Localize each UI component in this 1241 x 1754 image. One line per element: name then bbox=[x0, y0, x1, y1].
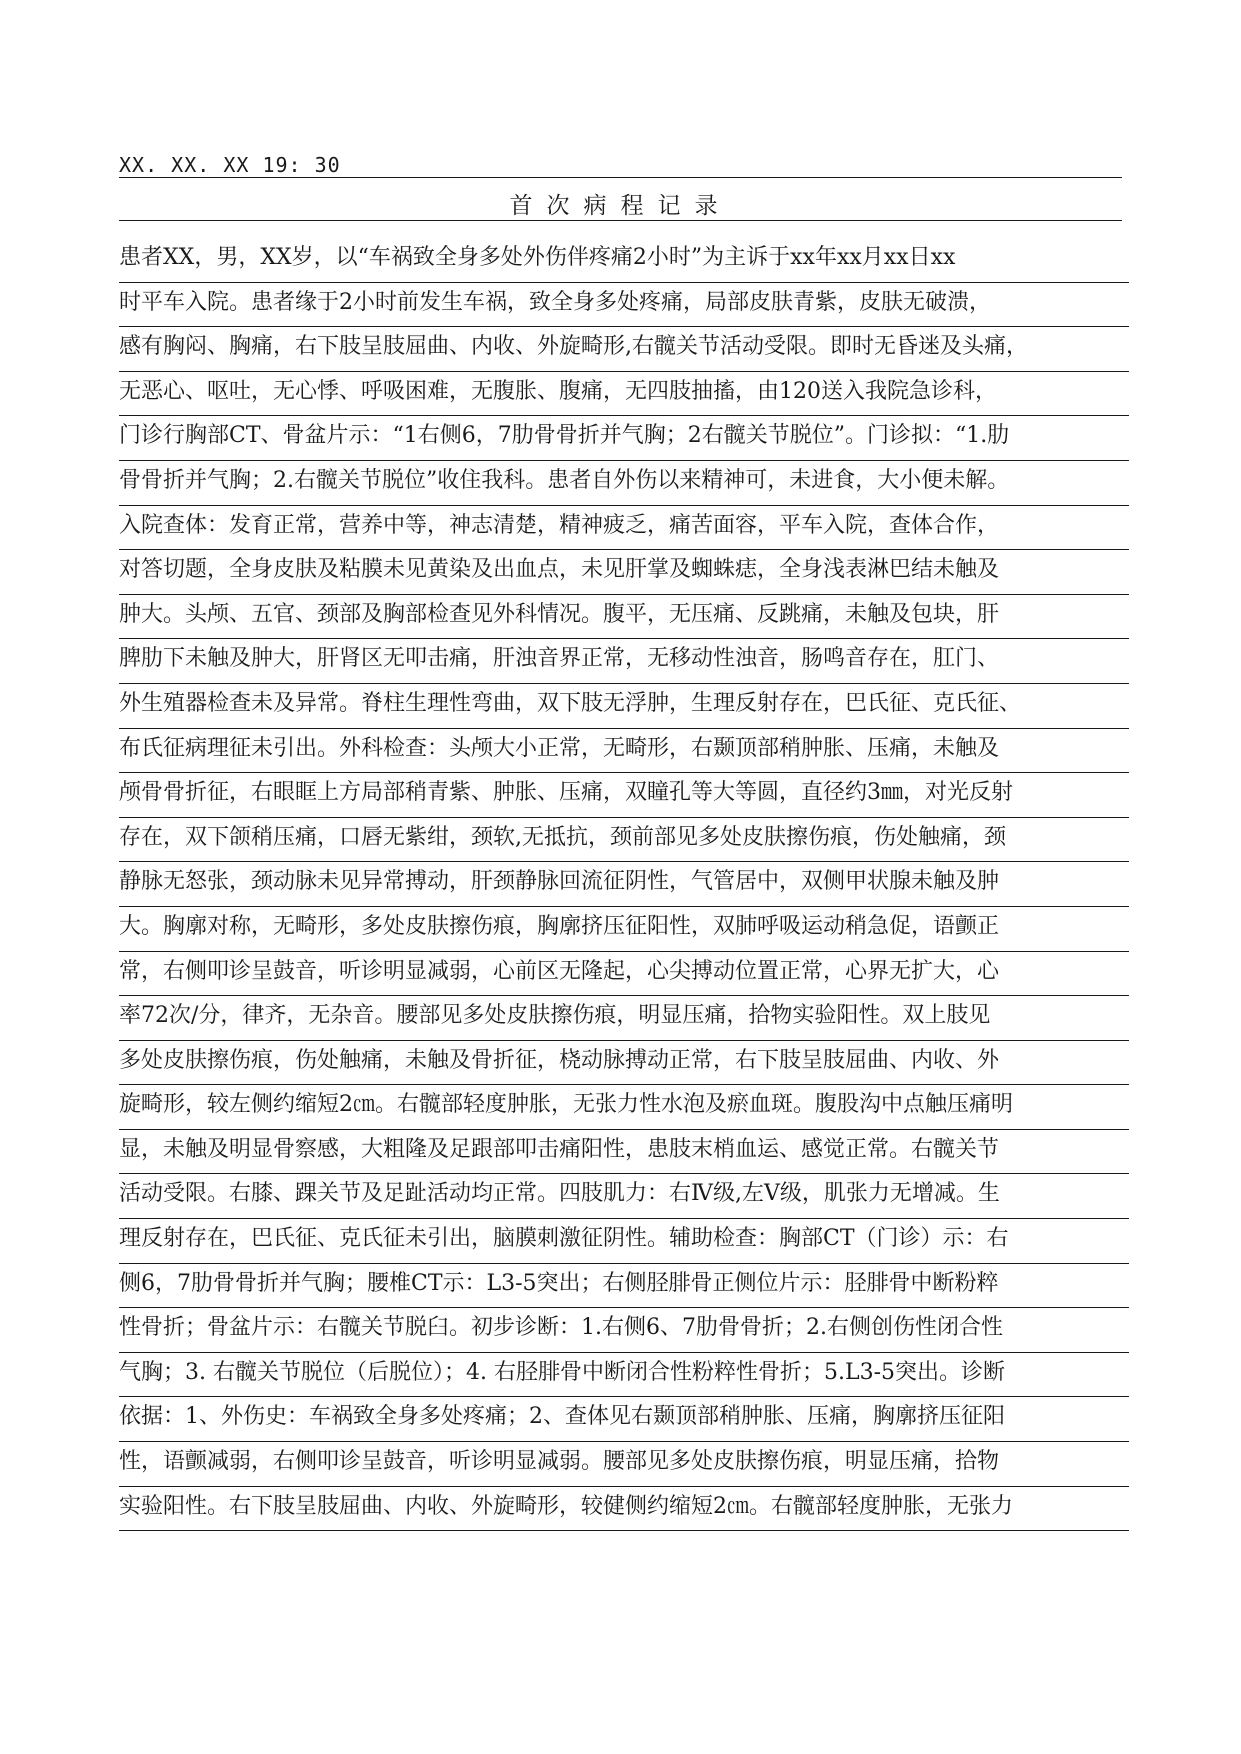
record-body bbox=[119, 238, 1129, 1531]
record-line: 活动受限。右膝、踝关节及足趾活动均正常。四肢肌力：右Ⅳ级,左Ⅴ级，肌张力无增减。生 bbox=[119, 1174, 1129, 1219]
record-line: 实验阳性。右下肢呈肢屈曲、内收、外旋畸形，较健侧约缩短2㎝。右髋部轻度肿胀，无张力 bbox=[119, 1487, 1129, 1532]
record-datetime: XX. XX. XX 19: 30 bbox=[119, 153, 341, 177]
record-line: 性骨折；骨盆片示：右髋关节脱臼。初步诊断：1.右侧6、7肋骨骨折；2.右侧创伤性闭合性 bbox=[119, 1308, 1129, 1353]
record-line: 患者XX，男，XX岁，以“车祸致全身多处外伤伴疼痛2小时”为主诉于xx年xx月xx日xx bbox=[119, 238, 1129, 283]
record-line: 侧6，7肋骨骨折并气胸；腰椎CT示：L3-5突出；右侧胫腓骨正侧位片示：胫腓骨中断粉粹 bbox=[119, 1264, 1129, 1309]
header-rule-top bbox=[119, 177, 1122, 178]
record-line: 肿大。头颅、五官、颈部及胸部检查见外科情况。腹平，无压痛、反跳痛，未触及包块，肝 bbox=[119, 595, 1129, 640]
record-line: 常，右侧叩诊呈鼓音，听诊明显减弱，心前区无隆起，心尖搏动位置正常，心界无扩大，心 bbox=[119, 952, 1129, 997]
record-line: 感有胸闷、胸痛，右下肢呈肢屈曲、内收、外旋畸形,右髋关节活动受限。即时无昏迷及头痛， bbox=[119, 327, 1129, 372]
record-line: 显，未触及明显骨察感，大粗隆及足跟部叩击痛阳性，患肢末梢血运、感觉正常。右髋关节 bbox=[119, 1130, 1129, 1175]
record-line: 性，语颤减弱，右侧叩诊呈鼓音，听诊明显减弱。腰部见多处皮肤擦伤痕，明显压痛，拾物 bbox=[119, 1442, 1129, 1487]
record-line: 依据：1、外伤史：车祸致全身多处疼痛；2、查体见右颞顶部稍肿胀、压痛，胸廓挤压征阳 bbox=[119, 1397, 1129, 1442]
record-line: 布氏征病理征未引出。外科检查：头颅大小正常，无畸形，右颞顶部稍肿胀、压痛，未触及 bbox=[119, 729, 1129, 774]
record-line: 颅骨骨折征，右眼眶上方局部稍青紫、肿胀、压痛，双瞳孔等大等圆，直径约3㎜，对光反射 bbox=[119, 773, 1129, 818]
record-line: 理反射存在，巴氏征、克氏征未引出，脑膜刺激征阴性。辅助检查：胸部CT（门诊）示：右 bbox=[119, 1219, 1129, 1264]
record-line: 脾肋下未触及肿大，肝肾区无叩击痛，肝浊音界正常，无移动性浊音，肠鸣音存在，肛门、 bbox=[119, 639, 1129, 684]
record-line: 门诊行胸部CT、骨盆片示：“1右侧6，7肋骨骨折并气胸；2右髋关节脱位”。门诊拟：“1.肋 bbox=[119, 416, 1129, 461]
record-line: 时平车入院。患者缘于2小时前发生车祸，致全身多处疼痛，局部皮肤青紫，皮肤无破溃， bbox=[119, 283, 1129, 328]
record-line: 入院查体：发育正常，营养中等，神志清楚，精神疲乏，痛苦面容，平车入院，查体合作， bbox=[119, 506, 1129, 551]
record-line: 外生殖器检查未及异常。脊柱生理性弯曲，双下肢无浮肿，生理反射存在，巴氏征、克氏征、 bbox=[119, 684, 1129, 729]
record-heading: 首次病程记录 bbox=[509, 193, 732, 219]
record-line: 大。胸廓对称，无畸形，多处皮肤擦伤痕，胸廓挤压征阳性，双肺呼吸运动稍急促，语颤正 bbox=[119, 907, 1129, 952]
record-line: 旋畸形，较左侧约缩短2㎝。右髋部轻度肿胀，无张力性水泡及瘀血斑。腹股沟中点触压痛明 bbox=[119, 1085, 1129, 1130]
record-line: 率72次/分，律齐，无杂音。腰部见多处皮肤擦伤痕，明显压痛，拾物实验阳性。双上肢见 bbox=[119, 996, 1129, 1041]
header-rule-bottom bbox=[119, 220, 1122, 221]
record-line: 存在，双下颌稍压痛，口唇无紫绀，颈软,无抵抗，颈前部见多处皮肤擦伤痕，伤处触痛，颈 bbox=[119, 818, 1129, 863]
record-line: 静脉无怒张，颈动脉未见异常搏动，肝颈静脉回流征阴性，气管居中，双侧甲状腺未触及肿 bbox=[119, 862, 1129, 907]
record-line: 多处皮肤擦伤痕，伤处触痛，未触及骨折征，桡动脉搏动正常，右下肢呈肢屈曲、内收、外 bbox=[119, 1041, 1129, 1086]
record-line: 无恶心、呕吐，无心悸、呼吸困难，无腹胀、腹痛，无四肢抽搐，由120送入我院急诊科， bbox=[119, 372, 1129, 417]
record-line: 骨骨折并气胸；2.右髋关节脱位”收住我科。患者自外伤以来精神可，未进食，大小便未解。 bbox=[119, 461, 1129, 506]
record-line: 对答切题，全身皮肤及粘膜未见黄染及出血点，未见肝掌及蜘蛛痣，全身浅表淋巴结未触及 bbox=[119, 550, 1129, 595]
record-line: 气胸；3. 右髋关节脱位（后脱位）；4. 右胫腓骨中断闭合性粉粹性骨折；5.L3-5突出。诊断 bbox=[119, 1353, 1129, 1398]
